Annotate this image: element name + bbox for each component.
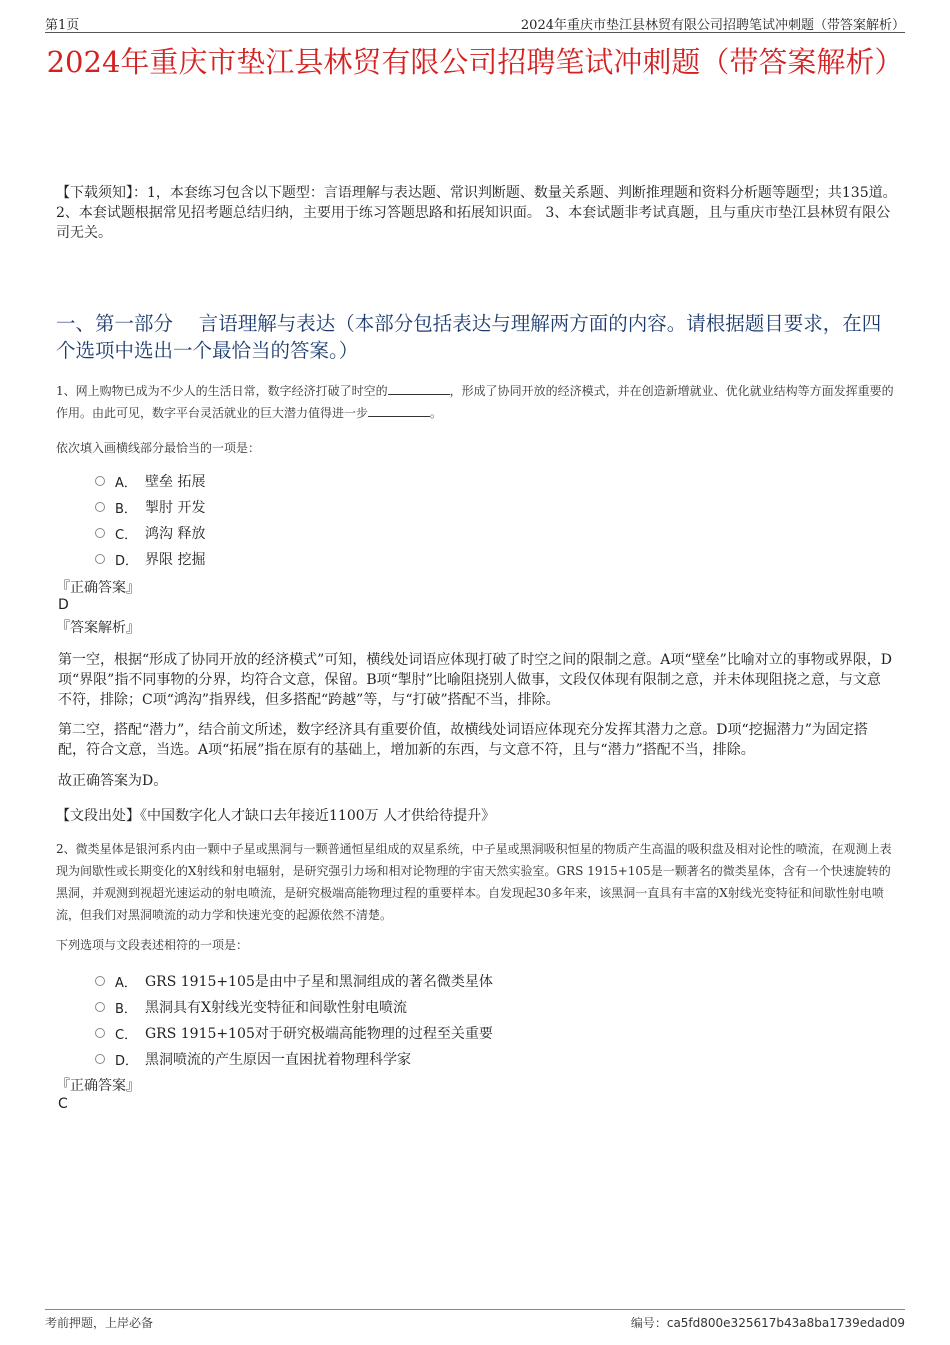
option-text: 黑洞喷流的产生原因一直困扰着物理科学家 [145,1052,411,1068]
header-divider [45,32,905,33]
option-text: 界限 挖掘 [145,552,206,568]
q1-stem-part-a: 1、网上购物已成为不少人的生活日常，数字经济打破了时空的 [56,384,388,398]
page-number: 第1页 [45,18,80,33]
option-b[interactable] [95,994,615,1020]
radio-icon[interactable] [95,476,105,486]
option-text: 黑洞具有X射线光变特征和间歇性射电喷流 [145,1000,407,1016]
document-title: 2024年重庆市垫江县林贸有限公司招聘笔试冲刺题（带答案解析） [46,45,904,79]
analysis-paragraph-1: 第一空，根据“形成了协同开放的经济模式”可知，横线处词语应体现打破了时空之间的限制之意。A项“壁垒”比喻对立的事物或界限，D项“界限”指不同事物的分界，均符合文意，保留。B项“掣肘”比喻阻挠别人做事，文段仅体现有限制之意，并未体现阻挠之意，与文意不符，排除；C项“鸿沟”指界线，但多搭配“跨越”等，与“打破”搭配不当，排除。 [58,652,892,708]
option-label: B． [115,1001,137,1017]
option-text: GRS 1915+105是由中子星和黑洞组成的著名微类星体 [145,974,493,990]
correct-answer: D [58,597,69,613]
option-d[interactable] [95,1046,615,1072]
option-text: 掣肘 开发 [145,500,206,516]
download-notice: 【下载须知】：1，本套练习包含以下题型：言语理解与表达题、常识判断题、数量关系题、判断推理题和资料分析题等题型；共135道。 2、本套试题根据常见招考题总结归纳，主要用于练习答题思路和拓展知识面。 3、本套试题非考试真题，且与重庆市垫江县林贸有限公司无关。 [56,185,897,241]
question-2-prompt: 下列选项与文段表述相符的一项是： [56,938,249,952]
footer-divider [45,1309,905,1310]
option-c[interactable] [95,1020,615,1046]
q1-stem-part-c: 。 [430,406,443,420]
option-label: D． [115,553,139,569]
section-heading: 一、第一部分 言语理解与表达（本部分包括表达与理解两方面的内容。请根据题目要求，在四个选项中选出一个最恰当的答案。） [56,312,882,362]
option-c[interactable] [95,520,615,546]
correct-answer: C [58,1096,68,1112]
answer-tag: 『正确答案』 [56,580,140,596]
fill-blank-2 [368,404,430,417]
option-label: A． [115,975,137,991]
analysis-paragraph-2: 第二空，搭配“潜力”，结合前文所述，数字经济具有重要价值，故横线处词语应体现充分发挥其潜力之意。D项“挖掘潜力”为固定搭配，符合文意，当选。A项“拓展”指在原有的基础上，增加新的东西，与文意不符，且与“潜力”搭配不当，排除。 [58,722,868,758]
option-label: D． [115,1053,139,1069]
answer-tag: 『正确答案』 [56,1078,140,1094]
question-2-options [95,968,615,1072]
analysis-tag: 『答案解析』 [56,620,140,636]
option-text: GRS 1915+105对于研究极端高能物理的过程至关重要 [145,1026,493,1042]
code-label: 编号： [630,1316,667,1330]
option-label: A． [115,475,137,491]
question-1-prompt: 依次填入画横线部分最恰当的一项是： [56,441,261,455]
radio-icon[interactable] [95,1028,105,1038]
radio-icon[interactable] [95,554,105,564]
option-d[interactable] [95,546,615,572]
option-a[interactable] [95,968,615,994]
question-2-stem: 2、微类星体是银河系内由一颗中子星或黑洞与一颗普通恒星组成的双星系统，中子星或黑洞吸积恒星的物质产生高温的吸积盘及相对论性的喷流，在观测上表现为间歇性或长期变化的X射线和射电辐射，是研究强引力场和相对论物理的宇宙天然实验室。GRS 1915+105是一颗著名的微类星体，含有一个快速旋转的黑洞，并观测到视超光速运动的射电喷流，是研究极端高能物理过程的重要样本。自发现起30多年来，该黑洞一直具有丰富的X射线光变特征和间歇性射电喷流，但我们对黑洞喷流的动力学和快速光变的起源依然不清楚。 [56,842,892,922]
question-1-options [95,468,615,572]
running-title: 2024年重庆市垫江县林贸有限公司招聘笔试冲刺题（带答案解析） [520,18,905,33]
option-a[interactable] [95,468,615,494]
option-label: C． [115,1027,138,1043]
option-label: C． [115,527,138,543]
q1-stem-part-b: ，形成了协同开放的经济模式，并在创造新增就业、优化就业结构等方面发挥重要的作用。由此可见，数字平台灵活就业的巨大潜力值得进一步 [56,384,894,420]
question-1-stem [56,380,900,424]
footer-code [631,1314,905,1331]
footer-slogan: 考前押题，上岸必备 [45,1316,154,1330]
option-label: B． [115,501,137,517]
analysis-conclusion: 故正确答案为D。 [58,773,168,789]
option-text: 鸿沟 释放 [145,526,206,542]
source-citation: 【文段出处】《中国数字化人才缺口去年接近1100万 人才供给待提升》 [56,808,496,824]
code-value: ca5fd800e325617b43a8ba1739edad09 [666,1316,905,1330]
radio-icon[interactable] [95,502,105,512]
radio-icon[interactable] [95,1002,105,1012]
option-text: 壁垒 拓展 [145,474,206,490]
page-header [45,14,905,34]
option-b[interactable] [95,494,615,520]
radio-icon[interactable] [95,1054,105,1064]
fill-blank-1 [388,382,450,395]
radio-icon[interactable] [95,528,105,538]
radio-icon[interactable] [95,976,105,986]
